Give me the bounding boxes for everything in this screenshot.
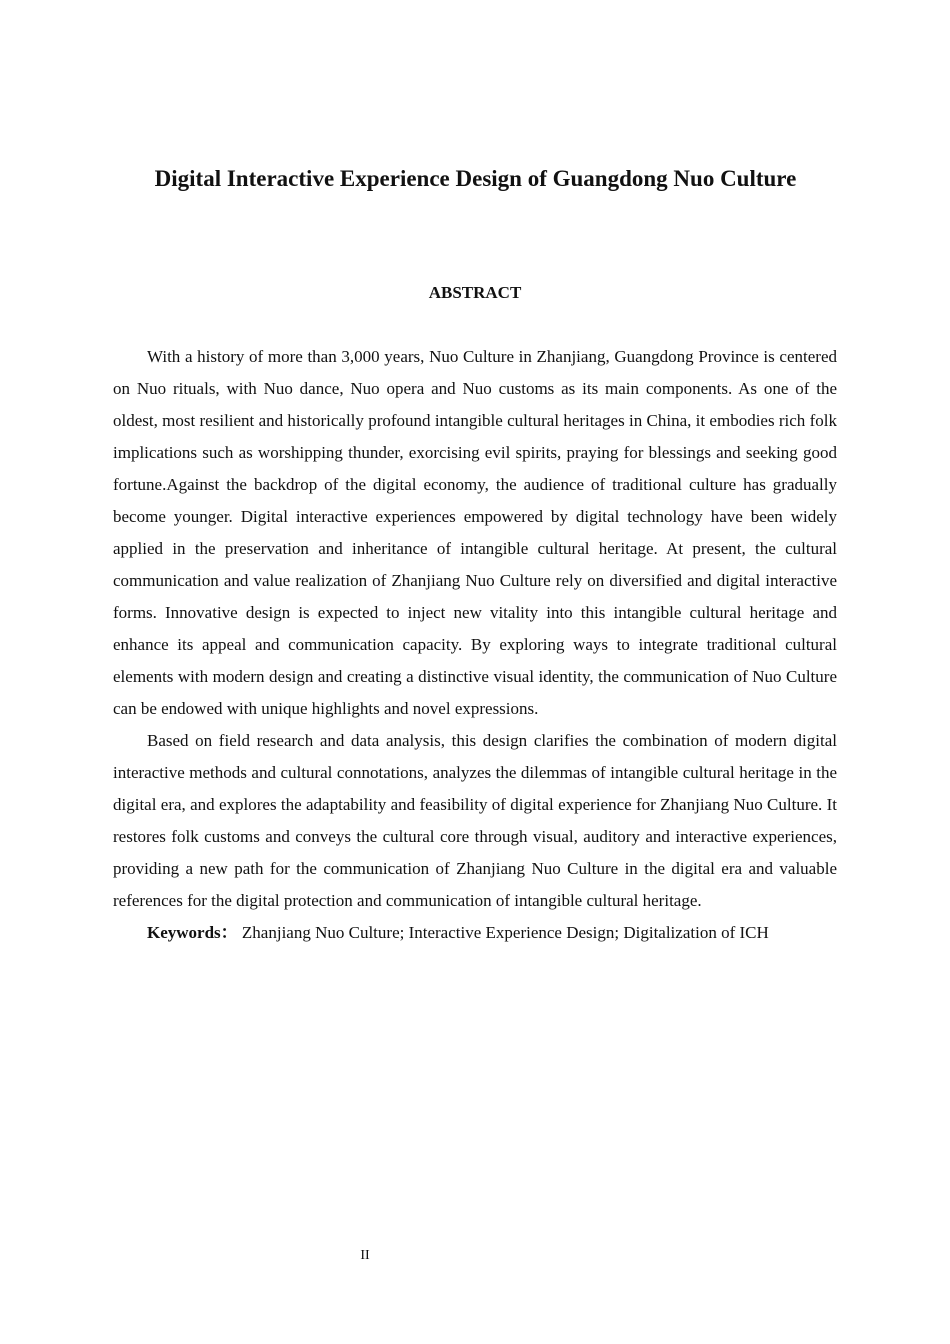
keywords-line — [113, 917, 837, 949]
abstract-paragraph-1: With a history of more than 3,000 years, Nuo Culture in Zhanjiang, Guangdong Province is centered on Nuo rituals, with Nuo dance, Nuo opera and Nuo customs as its main components. As one of the oldest, most resilient and historically profound intangible cultural heritages in China, it embodies rich folk implications such as worshipping thunder, exorcising evil spirits, praying for blessings and seeking good fortune.Against the backdrop of the digital economy, the audience of traditional culture has gradually become younger. Digital interactive experiences empowered by digital technology have been widely applied in the preservation and inheritance of intangible cultural heritage. At present, the cultural communication and value realization of Zhanjiang Nuo Culture rely on diversified and digital interactive forms. Innovative design is expected to inject new vitality into this intangible cultural heritage and enhance its appeal and communication capacity. By exploring ways to integrate traditional cultural elements with modern design and creating a distinctive visual identity, the communication of Nuo Culture can be endowed with unique highlights and novel expressions. — [113, 347, 837, 718]
abstract-paragraph-2: Based on field research and data analysis, this design clarifies the combination of modern digital interactive methods and cultural connotations, analyzes the dilemmas of intangible cultural heritage in the digital era, and explores the adaptability and feasibility of digital experience for Zhanjiang Nuo Culture. It restores folk customs and conveys the cultural core through visual, auditory and interactive experiences, providing a new path for the communication of Zhanjiang Nuo Culture in the digital era and valuable references for the digital protection and communication of intangible cultural heritage. — [113, 731, 837, 910]
abstract-body — [113, 341, 837, 949]
keywords-label: Keywords： — [147, 923, 238, 942]
document-title: Digital Interactive Experience Design of Guangdong Nuo Culture — [154, 166, 797, 191]
keywords-text: Zhanjiang Nuo Culture; Interactive Experience Design; Digitalization of ICH — [241, 923, 769, 942]
abstract-heading: ABSTRACT — [428, 283, 522, 302]
page-number: II — [360, 1248, 370, 1263]
